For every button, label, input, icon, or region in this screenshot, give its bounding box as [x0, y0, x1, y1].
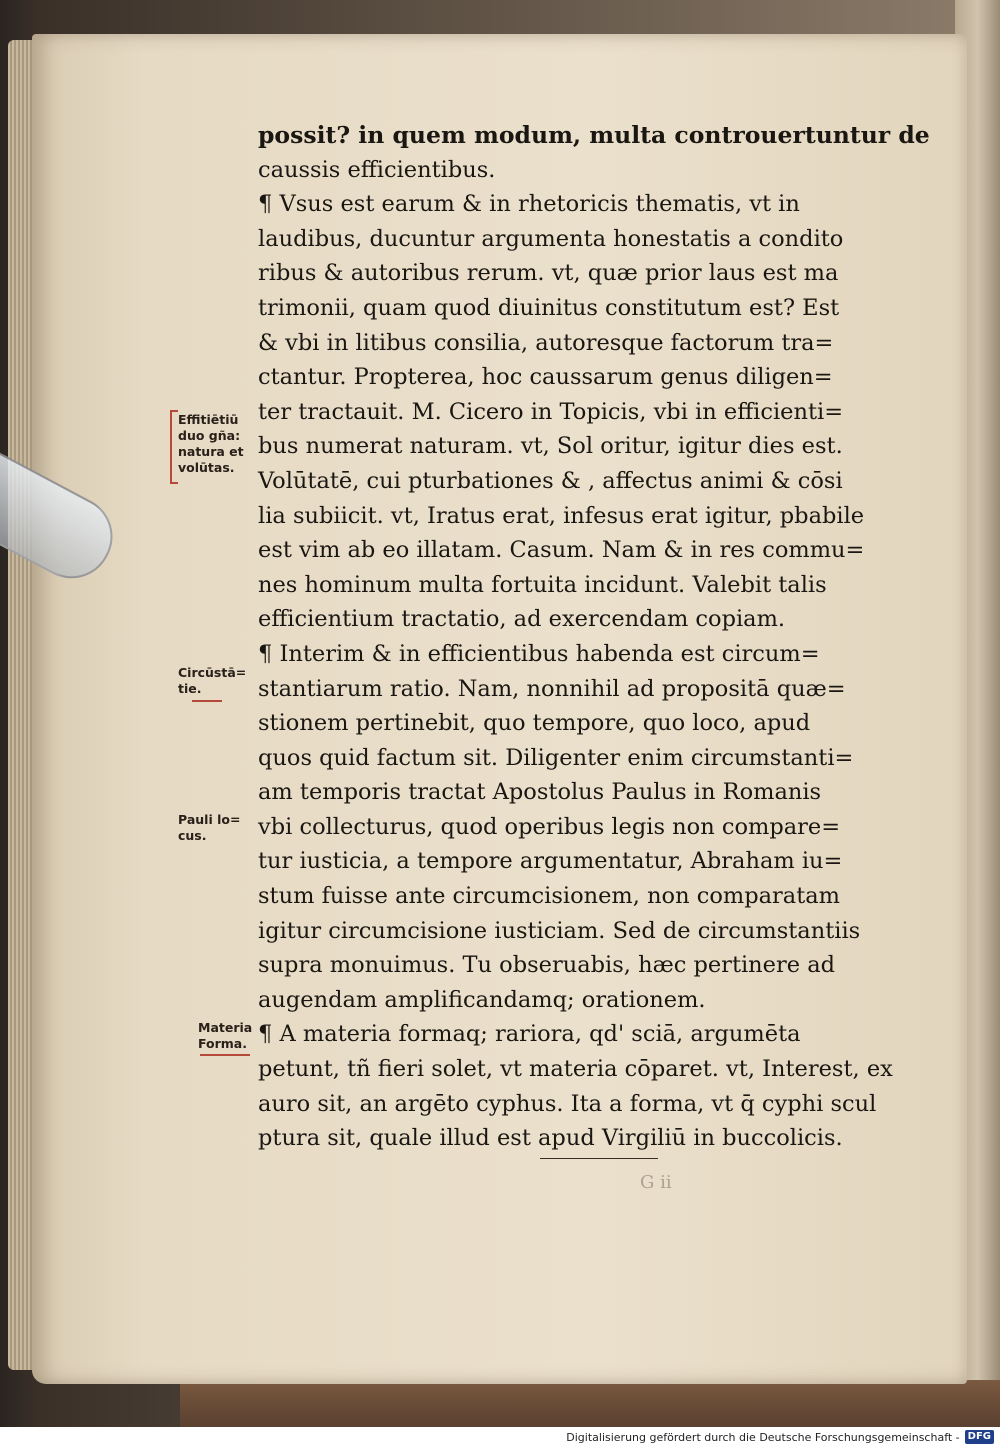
red-underline — [200, 1054, 250, 1056]
red-underline — [192, 700, 222, 702]
marginal-line: Materia — [198, 1020, 253, 1035]
text-line: est vim ab eo illatam. Casum. Nam & in res commu= — [258, 537, 865, 564]
text-line: ter tractauit. M. Cicero in Topicis, vbi in efficienti= — [258, 398, 844, 425]
signature-mark: G ii — [640, 1172, 672, 1193]
text-line: laudibus, ducuntur argumenta honestatis a condito — [258, 225, 844, 252]
text-line: ctantur. Propterea, hoc caussarum genus diligen= — [258, 364, 833, 391]
main-text-block — [258, 118, 948, 1156]
text-line: Volūtatē, cui pturbationes & , affectus animi & cōsi — [258, 467, 843, 494]
text-line: & vbi in litibus consilia, autoresque factorum tra= — [258, 329, 834, 356]
marginal-line: Circūstā= — [178, 665, 247, 680]
text-line: ¶ Vsus est earum & in rhetoricis thematis, vt in — [258, 191, 800, 218]
text-line: tur iusticia, a tempore argumentatur, Abraham iu= — [258, 848, 843, 875]
text-line: igitur circumcisione iusticiam. Sed de circumstantiis — [258, 917, 861, 944]
text-line: ¶ Interim & in efficientibus habenda est circum= — [258, 640, 820, 667]
marginal-line: Forma. — [198, 1036, 247, 1051]
book-cover-bottom — [180, 1380, 1000, 1427]
text-line: efficientium tractatio, ad exercendam copiam. — [258, 606, 786, 633]
text-line: am temporis tractat Apostolus Paulus in Romanis — [258, 779, 822, 806]
marginal-line: Effitiētiū — [178, 412, 239, 427]
marginal-note-pauli-locus — [178, 812, 264, 844]
underline-mark — [540, 1158, 658, 1159]
text-line: petunt, tñ fieri solet, vt materia cōparet. vt, Interest, ex — [258, 1056, 893, 1083]
text-line: nes hominum multa fortuita incidunt. Valebit talis — [258, 571, 827, 598]
text-line: ¶ A materia formaq; rariora, qd' sciā, argumēta — [258, 1021, 801, 1048]
text-line: stantiarum ratio. Nam, nonnihil ad propositā quæ= — [258, 675, 846, 702]
text-line: vbi collecturus, quod operibus legis non compare= — [258, 813, 841, 840]
text-line: auro sit, an argēto cyphus. Ita a forma, vt q̄ cyphi scul — [258, 1090, 877, 1117]
marginal-line: natura et — [178, 444, 244, 459]
footer-credit: Digitalisierung gefördert durch die Deutsche Forschungsgemeinschaft - — [566, 1430, 960, 1444]
red-bracket — [170, 410, 178, 484]
marginal-note-efficientium — [178, 412, 264, 476]
footer-bar — [0, 1427, 1000, 1447]
text-line: lia subiicit. vt, Iratus erat, infesus erat igitur, pbabile — [258, 502, 865, 529]
text-line: supra monuimus. Tu obseruabis, hæc pertinere ad — [258, 952, 836, 979]
text-line: possit? in quem modum, multa controuertuntur de — [258, 121, 930, 149]
dfg-logo: DFG — [965, 1430, 994, 1444]
marginal-line: volūtas. — [178, 460, 235, 475]
text-line: caussis efficientibus. — [258, 156, 496, 183]
marginal-line: tie. — [178, 681, 202, 696]
marginal-note-circumstantie — [178, 665, 264, 697]
text-line: stionem pertinebit, quo tempore, quo loco, apud — [258, 710, 811, 737]
text-line: ptura sit, quale illud est apud Virgiliū in buccolicis. — [258, 1125, 843, 1152]
text-line: quos quid factum sit. Diligenter enim circumstanti= — [258, 744, 854, 771]
marginal-note-materia-forma — [198, 1020, 284, 1052]
text-line: bus numerat naturam. vt, Sol oritur, igitur dies est. — [258, 433, 843, 460]
marginal-line: cus. — [178, 828, 207, 843]
show-through-text — [170, 340, 174, 356]
text-line: ribus & autoribus rerum. vt, quæ prior laus est ma — [258, 260, 839, 287]
marginal-line: Pauli lo= — [178, 812, 241, 827]
text-line: stum fuisse ante circumcisionem, non comparatam — [258, 883, 841, 910]
text-line: trimonii, quam quod diuinitus constitutum est? Est — [258, 294, 840, 321]
marginal-line: duo gña: — [178, 428, 241, 443]
text-line: augendam amplificandamq; orationem. — [258, 986, 706, 1013]
